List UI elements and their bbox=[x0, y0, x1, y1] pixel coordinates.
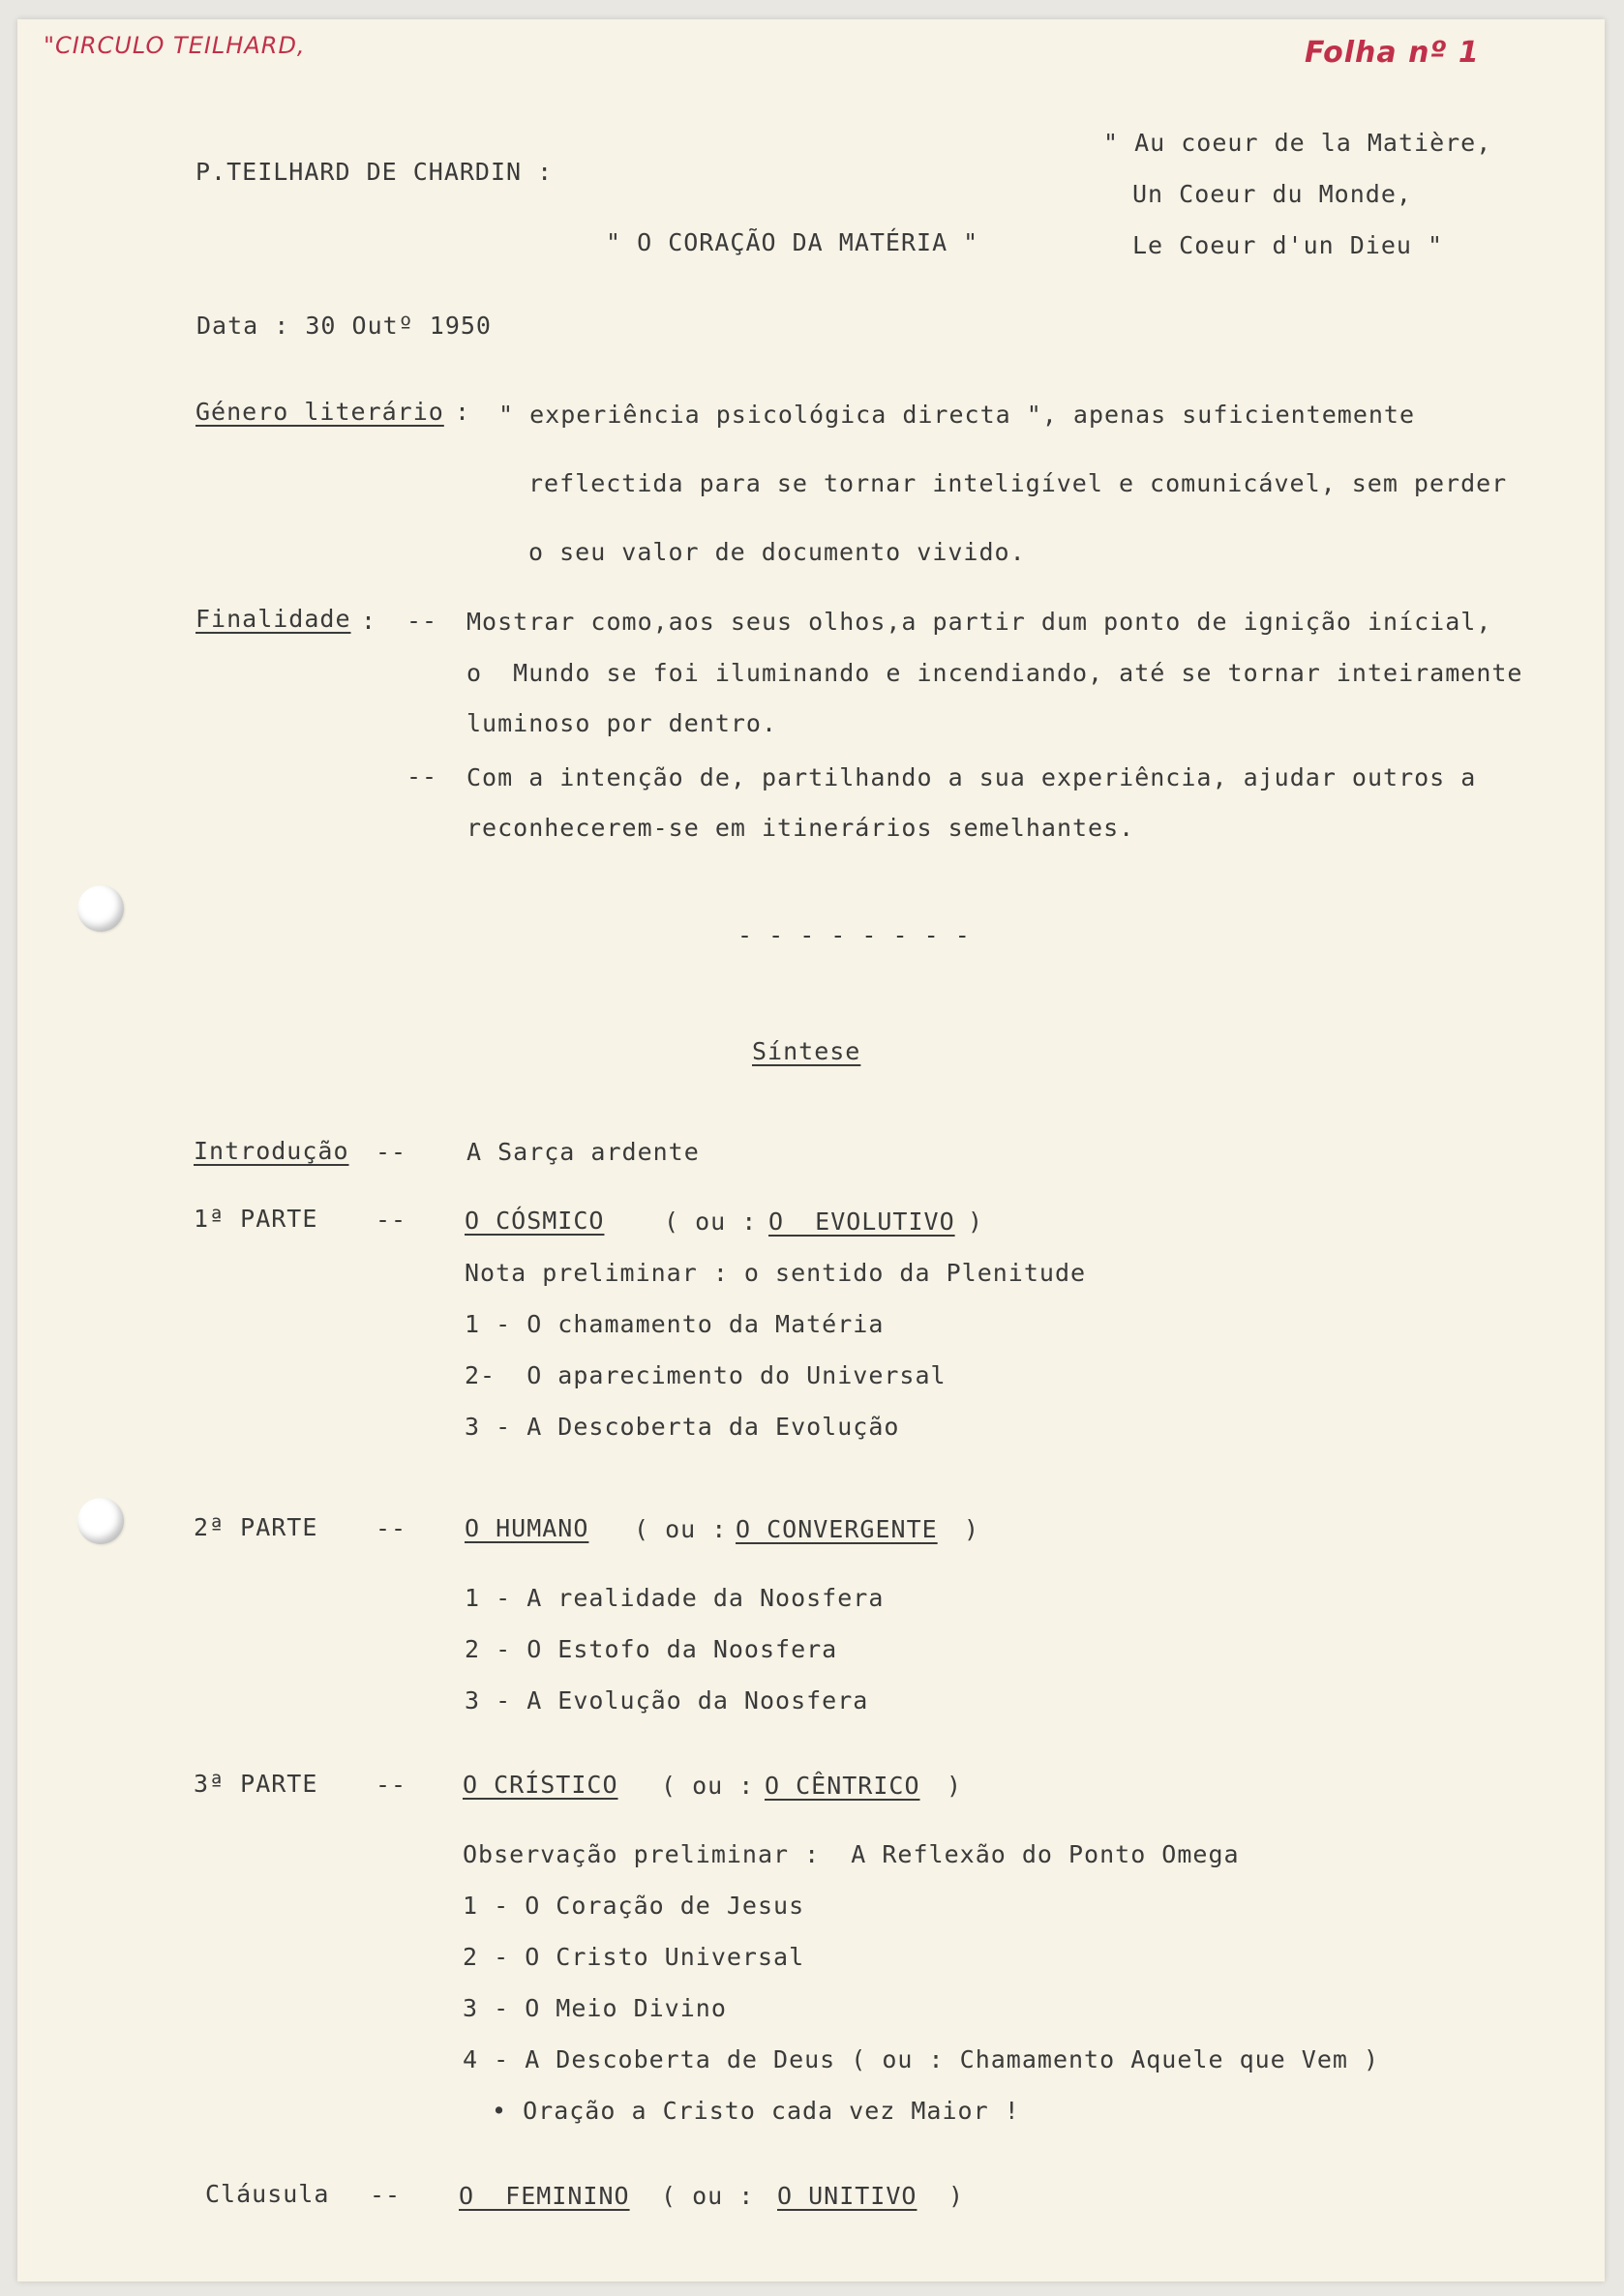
parte1-dash: -- bbox=[376, 1206, 407, 1234]
parte3-item-6: • Oração a Cristo cada vez Maior ! bbox=[492, 2097, 1020, 2125]
genero-line-3: o seu valor de documento vivido. bbox=[528, 538, 1026, 566]
clausula-label: Cláusula bbox=[205, 2180, 330, 2208]
epigraph-line-3: Le Coeur d'un Dieu " bbox=[1132, 231, 1444, 259]
clausula-alt: O UNITIVO bbox=[777, 2182, 917, 2210]
parte3-item-5: 4 - A Descoberta de Deus ( ou : Chamamento Aquele que Vem ) bbox=[463, 2045, 1380, 2073]
parte2-item-2: 2 - O Estofo da Noosfera bbox=[465, 1635, 838, 1663]
punch-hole-top bbox=[77, 885, 124, 932]
parte3-dash: -- bbox=[376, 1771, 407, 1799]
parte1-label: 1ª PARTE bbox=[194, 1205, 318, 1233]
handwritten-folio-number: Folha nº 1 bbox=[1305, 36, 1480, 70]
document-title: " O CORAÇÃO DA MATÉRIA " bbox=[606, 228, 979, 256]
parte3-item-1: Observação preliminar : A Reflexão do Ponto Omega bbox=[463, 1840, 1240, 1868]
parte1-item-3: 2- O aparecimento do Universal bbox=[465, 1361, 947, 1389]
parte2-alt: O CONVERGENTE bbox=[736, 1515, 938, 1543]
parte1-item-4: 3 - A Descoberta da Evolução bbox=[465, 1413, 900, 1441]
parte2-alt-open: ( ou : bbox=[634, 1515, 728, 1543]
parte2-alt-close: ) bbox=[964, 1515, 980, 1543]
intro-title: A Sarça ardente bbox=[466, 1138, 700, 1166]
section-divider: - - - - - - - - bbox=[737, 921, 971, 949]
parte3-alt-close: ) bbox=[947, 1772, 963, 1800]
clausula-alt-open: ( ou : bbox=[661, 2182, 755, 2210]
parte3-alt: O CÊNTRICO bbox=[765, 1772, 920, 1800]
finalidade-line-3: luminoso por dentro. bbox=[466, 709, 778, 737]
genero-line-2: reflectida para se tornar inteligível e comunicável, sem perder bbox=[528, 469, 1508, 497]
parte2-title: O HUMANO bbox=[465, 1514, 589, 1542]
author-name: P.TEILHARD DE CHARDIN : bbox=[195, 158, 554, 186]
genero-line-1: " experiência psicológica directa ", apenas suficientemente bbox=[498, 401, 1416, 429]
punch-hole-bottom bbox=[77, 1498, 124, 1544]
clausula-dash: -- bbox=[370, 2181, 402, 2209]
finalidade-line-5: reconhecerem-se em itinerários semelhantes. bbox=[466, 814, 1135, 842]
handwritten-header-left: "CIRCULO TEILHARD, bbox=[44, 32, 306, 59]
epigraph-line-2: Un Coeur du Monde, bbox=[1132, 180, 1412, 208]
finalidade-dash-1: -- bbox=[406, 607, 438, 635]
intro-label: Introdução bbox=[194, 1137, 349, 1165]
parte3-item-2: 1 - O Coração de Jesus bbox=[463, 1892, 805, 1920]
sintese-heading: Síntese bbox=[752, 1037, 861, 1065]
clausula-alt-close: ) bbox=[948, 2182, 965, 2210]
intro-dash: -- bbox=[376, 1138, 407, 1166]
finalidade-dash-2: -- bbox=[406, 762, 438, 790]
finalidade-line-1: Mostrar como,aos seus olhos,a partir dum ponto de ignição inícial, bbox=[466, 608, 1492, 636]
document-date: Data : 30 Outº 1950 bbox=[196, 312, 492, 340]
parte1-alt-open: ( ou : bbox=[664, 1208, 758, 1236]
parte3-label: 3ª PARTE bbox=[194, 1770, 318, 1798]
parte3-title: O CRÍSTICO bbox=[463, 1771, 618, 1799]
finalidade-line-2: o Mundo se foi iluminando e incendiando, até se tornar inteiramente bbox=[466, 659, 1523, 687]
parte3-item-4: 3 - O Meio Divino bbox=[463, 1994, 727, 2022]
parte3-alt-open: ( ou : bbox=[661, 1772, 755, 1800]
parte3-item-3: 2 - O Cristo Universal bbox=[463, 1943, 805, 1971]
finalidade-line-4: Com a intenção de, partilhando a sua experiência, ajudar outros a bbox=[466, 763, 1477, 791]
parte1-item-2: 1 - O chamamento da Matéria bbox=[465, 1310, 885, 1338]
parte1-alt-close: ) bbox=[968, 1208, 984, 1236]
parte1-title: O CÓSMICO bbox=[465, 1207, 605, 1235]
parte2-item-3: 3 - A Evolução da Noosfera bbox=[465, 1686, 869, 1715]
finalidade-label: Finalidade bbox=[195, 605, 351, 633]
epigraph-line-1: " Au coeur de la Matière, bbox=[1103, 129, 1492, 157]
parte2-item-1: 1 - A realidade da Noosfera bbox=[465, 1584, 885, 1612]
parte2-dash: -- bbox=[376, 1514, 407, 1542]
parte2-label: 2ª PARTE bbox=[194, 1513, 318, 1541]
finalidade-colon: : bbox=[361, 607, 377, 635]
genero-colon: : bbox=[455, 398, 471, 426]
clausula-title: O FEMININO bbox=[459, 2182, 630, 2210]
parte1-alt: O EVOLUTIVO bbox=[768, 1208, 955, 1236]
parte1-item-1: Nota preliminar : o sentido da Plenitude bbox=[465, 1259, 1087, 1287]
genero-label: Género literário bbox=[195, 398, 444, 426]
